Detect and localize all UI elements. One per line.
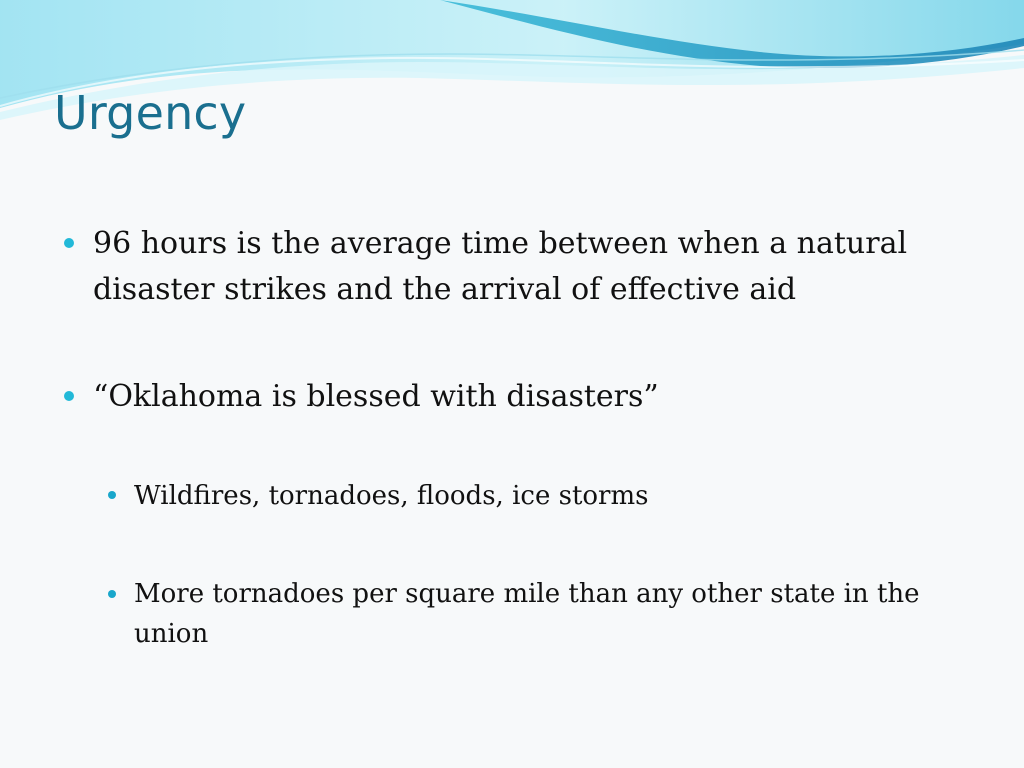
- sub-bullet-text: More tornadoes per square mile than any other state in the union: [134, 579, 920, 649]
- sub-bullet-text: Wildfires, tornadoes, floods, ice storms: [134, 481, 649, 511]
- slide-title: Urgency: [54, 86, 247, 140]
- sub-bullet-dot-icon: [108, 590, 116, 598]
- sub-bullet-dot-icon: [108, 491, 116, 499]
- bullet-text: 96 hours is the average time between when a natural disaster strikes and the arrival of effective aid: [93, 226, 908, 307]
- bullet-dot-icon: [64, 391, 74, 401]
- bullet-dot-icon: [64, 238, 74, 248]
- bullet-text: “Oklahoma is blessed with disasters”: [93, 379, 659, 414]
